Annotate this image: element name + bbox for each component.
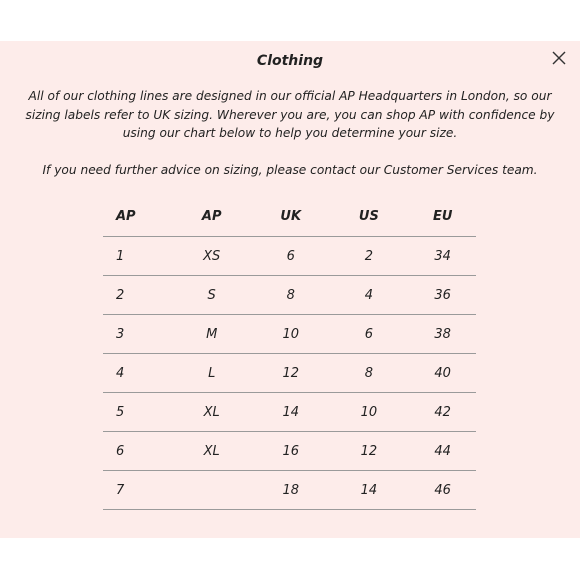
table-cell: 14 — [328, 471, 409, 510]
table-cell: XS — [170, 237, 253, 276]
table-cell: 12 — [253, 354, 328, 393]
table-cell: 2 — [328, 237, 409, 276]
table-cell: 12 — [328, 432, 409, 471]
table-row — [103, 432, 476, 471]
size-chart-table — [103, 197, 476, 510]
table-cell: 6 — [253, 237, 328, 276]
table-row — [103, 354, 476, 393]
table-row — [103, 237, 476, 276]
table-cell: 10 — [253, 315, 328, 354]
table-cell: S — [170, 276, 253, 315]
table-row — [103, 315, 476, 354]
table-cell: 38 — [409, 315, 476, 354]
modal-title: Clothing — [256, 53, 324, 69]
table-cell: 5 — [103, 393, 170, 432]
size-guide-modal — [0, 41, 580, 538]
table-cell: 36 — [409, 276, 476, 315]
table-cell: XL — [170, 432, 253, 471]
table-row — [103, 276, 476, 315]
table-cell: 16 — [253, 432, 328, 471]
table-cell: 18 — [253, 471, 328, 510]
column-header: EU — [409, 197, 476, 237]
column-header: AP — [103, 197, 170, 237]
column-header: AP — [170, 197, 253, 237]
table-cell: L — [170, 354, 253, 393]
table-cell: 10 — [328, 393, 409, 432]
table-header-row — [103, 197, 476, 237]
table-cell: XL — [170, 393, 253, 432]
table-cell: 46 — [409, 471, 476, 510]
table-cell — [170, 471, 253, 510]
table-row — [103, 471, 476, 510]
table-cell: 44 — [409, 432, 476, 471]
table-cell: 8 — [328, 354, 409, 393]
table-cell: 2 — [103, 276, 170, 315]
table-cell: 1 — [103, 237, 170, 276]
column-header: UK — [253, 197, 328, 237]
table-cell: 7 — [103, 471, 170, 510]
table-cell: 14 — [253, 393, 328, 432]
table-cell: 40 — [409, 354, 476, 393]
table-cell: 4 — [103, 354, 170, 393]
table-cell: 4 — [328, 276, 409, 315]
table-cell: 3 — [103, 315, 170, 354]
table-cell: 6 — [103, 432, 170, 471]
table-cell: 34 — [409, 237, 476, 276]
intro-text: All of our clothing lines are designed in our official AP Headquarters in London, so our sizing labels refer to UK sizing. Wherever you are, you can shop AP with confidence by using our chart below to help you determine your size. — [25, 89, 555, 140]
table-row — [103, 393, 476, 432]
table-cell: 42 — [409, 393, 476, 432]
table-cell: M — [170, 315, 253, 354]
column-header: US — [328, 197, 409, 237]
table-cell: 6 — [328, 315, 409, 354]
table-cell: 8 — [253, 276, 328, 315]
advice-text: If you need further advice on sizing, please contact our Customer Services team. — [42, 163, 538, 177]
